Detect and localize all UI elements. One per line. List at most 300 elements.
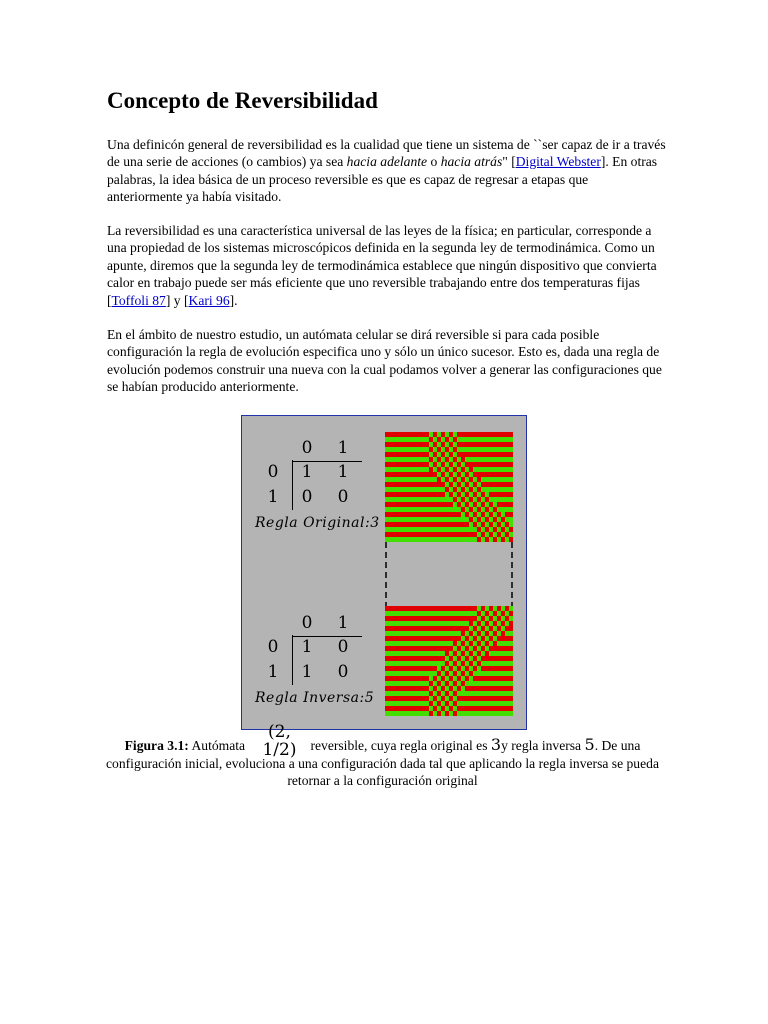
- ca-cell: [417, 477, 421, 482]
- ca-cell: [449, 686, 453, 691]
- ca-cell: [469, 651, 473, 656]
- ca-cell: [445, 532, 449, 537]
- ca-cell: [509, 442, 513, 447]
- ca-cell: [509, 437, 513, 442]
- ca-cell: [437, 611, 441, 616]
- ca-cell: [461, 467, 465, 472]
- ca-cell: [429, 671, 433, 676]
- ca-cell: [417, 507, 421, 512]
- ca-cell: [429, 641, 433, 646]
- ca-cell: [497, 661, 501, 666]
- table-divider: [292, 635, 293, 685]
- ca-cell: [497, 631, 501, 636]
- ca-cell: [485, 527, 489, 532]
- ca-cell: [497, 487, 501, 492]
- ca-cell: [437, 631, 441, 636]
- ca-cell: [505, 646, 509, 651]
- ca-cell: [493, 686, 497, 691]
- ca-cell: [397, 487, 401, 492]
- ca-cell: [505, 626, 509, 631]
- ca-cell: [385, 457, 389, 462]
- ca-cell: [505, 512, 509, 517]
- ca-cell: [493, 681, 497, 686]
- ca-cell: [405, 512, 409, 517]
- ca-cell: [457, 616, 461, 621]
- ca-cell: [409, 701, 413, 706]
- ca-cell: [493, 701, 497, 706]
- ca-cell: [457, 437, 461, 442]
- ca-cell: [413, 487, 417, 492]
- ca-cell: [437, 651, 441, 656]
- ca-cell: [489, 701, 493, 706]
- ca-cell: [433, 681, 437, 686]
- ca-cell: [449, 462, 453, 467]
- ca-cell: [453, 517, 457, 522]
- ca-cell: [413, 517, 417, 522]
- ca-cell: [497, 671, 501, 676]
- ca-cell: [389, 616, 393, 621]
- ca-cell: [409, 452, 413, 457]
- ca-cell: [489, 467, 493, 472]
- ca-cell: [425, 437, 429, 442]
- ca-cell: [485, 646, 489, 651]
- ca-cell: [425, 681, 429, 686]
- ca-cell: [433, 606, 437, 611]
- ca-cell: [425, 651, 429, 656]
- ca-cell: [497, 527, 501, 532]
- ca-cell: [425, 621, 429, 626]
- ca-cell: [389, 696, 393, 701]
- ca-cell: [461, 646, 465, 651]
- ca-cell: [437, 472, 441, 477]
- ca-cell: [477, 681, 481, 686]
- ca-cell: [409, 641, 413, 646]
- ca-cell: [417, 631, 421, 636]
- ca-cell: [465, 432, 469, 437]
- ca-cell: [433, 611, 437, 616]
- ca-cell: [449, 651, 453, 656]
- ca-cell: [501, 522, 505, 527]
- ca-cell: [489, 482, 493, 487]
- ca-cell: [389, 611, 393, 616]
- ca-cell: [397, 681, 401, 686]
- ca-cell: [413, 432, 417, 437]
- ca-cell: [429, 691, 433, 696]
- ca-cell: [481, 611, 485, 616]
- ca-cell: [429, 492, 433, 497]
- ca-cell: [465, 691, 469, 696]
- ca-cell: [405, 467, 409, 472]
- ca-cell: [393, 457, 397, 462]
- ca-cell: [477, 696, 481, 701]
- ca-cell: [449, 452, 453, 457]
- ca-cell: [413, 651, 417, 656]
- ca-cell: [417, 661, 421, 666]
- ca-cell: [477, 676, 481, 681]
- ca-cell: [437, 701, 441, 706]
- ca-cell: [489, 641, 493, 646]
- ca-cell: [449, 482, 453, 487]
- ca-cell: [417, 482, 421, 487]
- ca-cell: [505, 442, 509, 447]
- ca-cell: [509, 656, 513, 661]
- paragraph-text: ].: [229, 292, 238, 308]
- ca-cell: [497, 432, 501, 437]
- ca-cell: [505, 681, 509, 686]
- ca-cell: [437, 517, 441, 522]
- ca-cell: [433, 432, 437, 437]
- ca-cell: [445, 447, 449, 452]
- ca-cell: [501, 701, 505, 706]
- ca-cell: [489, 691, 493, 696]
- ca-cell: [405, 606, 409, 611]
- ca-cell: [421, 686, 425, 691]
- ca-cell: [433, 522, 437, 527]
- ca-cell: [385, 487, 389, 492]
- ca-cell: [405, 616, 409, 621]
- ca-cell: [473, 527, 477, 532]
- ca-cell: [505, 616, 509, 621]
- ca-cell: [465, 467, 469, 472]
- ca-cell: [413, 686, 417, 691]
- ca-cell: [421, 462, 425, 467]
- ca-cell: [421, 626, 425, 631]
- ca-cell: [389, 472, 393, 477]
- ca-cell: [497, 656, 501, 661]
- ca-cell: [397, 532, 401, 537]
- ca-cell: [497, 681, 501, 686]
- ca-cell: [477, 477, 481, 482]
- ca-cell: [405, 502, 409, 507]
- ca-cell: [393, 616, 397, 621]
- ca-cell: [401, 502, 405, 507]
- ca-cell: [389, 656, 393, 661]
- ca-cell: [509, 532, 513, 537]
- ca-cell: [413, 442, 417, 447]
- ca-cell: [389, 497, 393, 502]
- ca-cell: [425, 452, 429, 457]
- ca-cell: [445, 527, 449, 532]
- ca-cell: [421, 656, 425, 661]
- ca-cell: [457, 656, 461, 661]
- ca-cell: [505, 467, 509, 472]
- ca-cell: [401, 432, 405, 437]
- ca-cell: [389, 711, 393, 716]
- ca-cell: [437, 681, 441, 686]
- row-header: 0: [267, 637, 279, 657]
- ca-cell: [449, 671, 453, 676]
- ca-cell: [433, 696, 437, 701]
- ca-cell: [505, 611, 509, 616]
- ca-cell: [505, 482, 509, 487]
- ca-cell: [385, 681, 389, 686]
- ca-cell: [477, 631, 481, 636]
- ca-cell: [413, 681, 417, 686]
- ca-cell: [425, 611, 429, 616]
- ca-cell: [465, 611, 469, 616]
- ca-cell: [441, 457, 445, 462]
- ca-cell: [481, 621, 485, 626]
- ca-cell: [481, 452, 485, 457]
- ca-cell: [493, 711, 497, 716]
- ca-cell: [473, 671, 477, 676]
- ca-cell: [397, 651, 401, 656]
- ca-cell: [389, 676, 393, 681]
- caption-text: y regla inversa: [501, 738, 585, 753]
- ca-cell: [493, 621, 497, 626]
- ca-cell: [445, 492, 449, 497]
- ca-cell: [433, 477, 437, 482]
- ca-cell: [413, 497, 417, 502]
- ca-cell: [425, 497, 429, 502]
- ca-cell: [397, 701, 401, 706]
- ca-cell: [405, 447, 409, 452]
- ca-cell: [493, 532, 497, 537]
- ca-cell: [453, 507, 457, 512]
- ca-cell: [477, 492, 481, 497]
- ca-cell: [413, 711, 417, 716]
- ca-cell: [493, 462, 497, 467]
- ca-cell: [501, 686, 505, 691]
- ca-cell: [425, 686, 429, 691]
- ca-cell: [433, 636, 437, 641]
- ca-cell: [417, 621, 421, 626]
- ca-cell: [469, 482, 473, 487]
- ca-cell: [457, 681, 461, 686]
- ca-cell: [393, 631, 397, 636]
- ca-cell: [429, 437, 433, 442]
- ca-cell: [393, 532, 397, 537]
- ca-cell: [409, 527, 413, 532]
- ca-cell: [477, 437, 481, 442]
- ca-cell: [417, 701, 421, 706]
- ca-cell: [433, 517, 437, 522]
- ca-cell: [421, 532, 425, 537]
- ca-cell: [441, 606, 445, 611]
- ca-cell: [453, 646, 457, 651]
- ca-cell: [389, 532, 393, 537]
- ca-cell: [453, 611, 457, 616]
- ca-cell: [441, 641, 445, 646]
- ca-cell: [405, 636, 409, 641]
- ca-cell: [489, 502, 493, 507]
- ca-cell: [433, 616, 437, 621]
- ca-cell: [501, 646, 505, 651]
- ca-cell: [397, 512, 401, 517]
- ca-cell: [409, 492, 413, 497]
- ca-cell: [385, 711, 389, 716]
- ca-cell: [509, 462, 513, 467]
- ca-cell: [449, 472, 453, 477]
- ca-cell: [429, 611, 433, 616]
- paragraph-text: ] y [: [165, 292, 189, 308]
- ca-cell: [437, 457, 441, 462]
- ca-cell: [489, 512, 493, 517]
- ca-cell: [445, 616, 449, 621]
- ca-cell: [429, 522, 433, 527]
- ca-cell: [389, 701, 393, 706]
- ca-cell: [385, 512, 389, 517]
- ca-cell: [401, 492, 405, 497]
- ca-cell: [461, 661, 465, 666]
- ca-cell: [509, 611, 513, 616]
- ca-cell: [441, 512, 445, 517]
- ca-cell: [473, 532, 477, 537]
- ca-cell: [449, 636, 453, 641]
- ca-cell: [505, 661, 509, 666]
- row-header: 1: [267, 487, 279, 507]
- ca-cell: [473, 621, 477, 626]
- ca-cell: [493, 646, 497, 651]
- row-header: 1: [267, 662, 279, 682]
- ca-cell: [461, 706, 465, 711]
- ca-cell: [505, 432, 509, 437]
- ca-cell: [421, 611, 425, 616]
- ca-cell: [401, 651, 405, 656]
- link-digital-webster[interactable]: Digital Webster: [515, 154, 601, 170]
- ca-cell: [441, 666, 445, 671]
- ca-cell: [397, 711, 401, 716]
- ca-cell: [421, 512, 425, 517]
- ca-cell: [405, 671, 409, 676]
- ca-cell: [493, 437, 497, 442]
- ca-cell: [441, 621, 445, 626]
- ca-cell: [421, 467, 425, 472]
- ca-cell: [473, 706, 477, 711]
- ca-cell: [453, 661, 457, 666]
- ca-cell: [457, 636, 461, 641]
- ca-cell: [509, 522, 513, 527]
- ca-cell: [493, 472, 497, 477]
- ca-cell: [493, 611, 497, 616]
- ca-cell: [385, 507, 389, 512]
- ca-cell: [493, 517, 497, 522]
- ca-cell: [413, 611, 417, 616]
- ca-cell: [445, 462, 449, 467]
- ca-cell: [457, 522, 461, 527]
- ca-cell: [501, 626, 505, 631]
- ca-cell: [393, 711, 397, 716]
- ca-cell: [409, 691, 413, 696]
- ca-cell: [425, 472, 429, 477]
- ca-cell: [461, 527, 465, 532]
- ca-cell: [457, 611, 461, 616]
- ca-cell: [425, 691, 429, 696]
- ca-cell: [401, 527, 405, 532]
- ca-cell: [493, 626, 497, 631]
- ca-cell: [449, 646, 453, 651]
- ca-cell: [441, 497, 445, 502]
- ca-cell: [405, 457, 409, 462]
- ca-cell: [493, 497, 497, 502]
- ca-cell: [473, 666, 477, 671]
- ca-cell: [469, 522, 473, 527]
- ca-cell: [473, 517, 477, 522]
- ca-cell: [409, 651, 413, 656]
- ca-cell: [473, 686, 477, 691]
- ca-cell: [497, 437, 501, 442]
- ca-cell: [509, 686, 513, 691]
- ca-cell: [413, 477, 417, 482]
- ca-cell: [497, 497, 501, 502]
- ca-cell: [501, 502, 505, 507]
- ca-cell: [441, 656, 445, 661]
- ca-cell: [445, 497, 449, 502]
- ca-cell: [509, 457, 513, 462]
- ca-cell: [417, 606, 421, 611]
- link-toffoli-87[interactable]: Toffoli 87: [111, 292, 166, 308]
- ca-cell: [397, 517, 401, 522]
- link-kari-96[interactable]: Kari 96: [188, 292, 230, 308]
- ca-cell: [497, 711, 501, 716]
- ca-cell: [501, 696, 505, 701]
- ca-cell: [409, 457, 413, 462]
- ca-cell: [457, 487, 461, 492]
- ca-cell: [505, 502, 509, 507]
- ca-cell: [497, 701, 501, 706]
- ca-cell: [481, 666, 485, 671]
- ca-cell: [405, 641, 409, 646]
- ca-cell: [389, 641, 393, 646]
- ca-cell: [385, 482, 389, 487]
- ca-cell: [437, 621, 441, 626]
- ca-cell: [473, 626, 477, 631]
- ca-cell: [401, 681, 405, 686]
- ca-cell: [409, 681, 413, 686]
- ca-cell: [413, 482, 417, 487]
- ca-cell: [441, 527, 445, 532]
- ca-cell: [393, 671, 397, 676]
- col-header: 1: [337, 613, 349, 633]
- ca-cell: [465, 437, 469, 442]
- ca-cell: [437, 487, 441, 492]
- ca-cell: [449, 626, 453, 631]
- ca-cell: [501, 661, 505, 666]
- paragraph-text: " [: [502, 154, 516, 170]
- ca-cell: [393, 522, 397, 527]
- ca-cell: [425, 492, 429, 497]
- ca-cell: [481, 706, 485, 711]
- ca-cell: [469, 437, 473, 442]
- ca-cell: [481, 651, 485, 656]
- ca-cell: [469, 696, 473, 701]
- ca-cell: [505, 656, 509, 661]
- ca-cell: [421, 482, 425, 487]
- ca-cell: [457, 492, 461, 497]
- ca-cell: [409, 522, 413, 527]
- ca-cell: [461, 442, 465, 447]
- ca-cell: [433, 497, 437, 502]
- ca-cell: [441, 492, 445, 497]
- ca-cell: [505, 477, 509, 482]
- ca-cell: [501, 671, 505, 676]
- ca-cell: [409, 666, 413, 671]
- table-divider: [292, 460, 293, 510]
- ca-cell: [389, 482, 393, 487]
- ca-cell: [445, 631, 449, 636]
- ca-cell: [489, 671, 493, 676]
- ca-cell: [497, 626, 501, 631]
- ca-cell: [509, 502, 513, 507]
- ca-cell: [405, 631, 409, 636]
- ca-cell: [477, 616, 481, 621]
- ca-cell: [485, 497, 489, 502]
- ca-cell: [501, 611, 505, 616]
- ca-cell: [393, 651, 397, 656]
- ca-cell: [477, 447, 481, 452]
- ca-cell: [441, 676, 445, 681]
- ca-cell: [497, 442, 501, 447]
